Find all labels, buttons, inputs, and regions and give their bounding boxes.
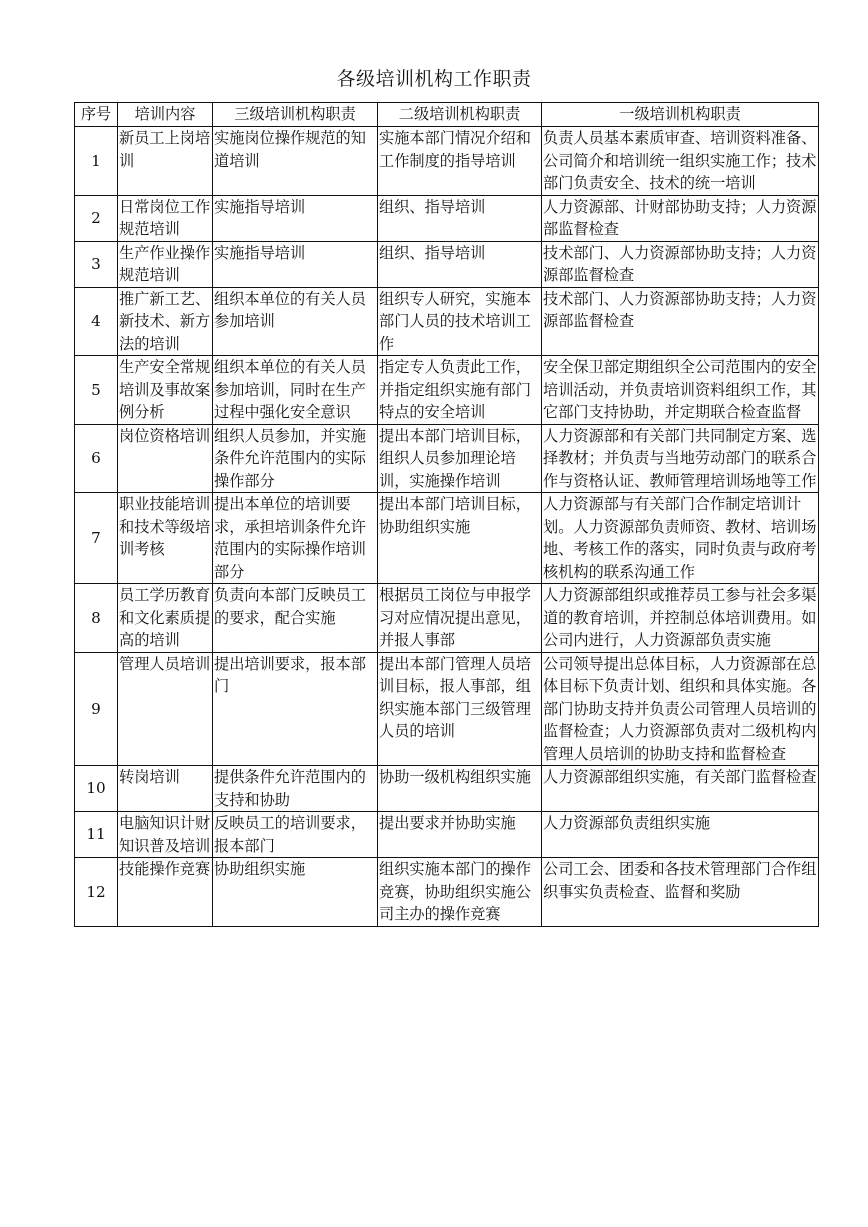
row-index: 9 — [75, 652, 118, 766]
row-level3: 协助组织实施 — [213, 858, 378, 927]
table-row — [75, 356, 819, 425]
row-content: 岗位资格培训 — [118, 424, 213, 493]
row-index: 8 — [75, 584, 118, 653]
row-level1: 人力资源部与有关部门合作制定培训计划。人力资源部负责师资、教材、培训场地、考核工作的落实，同时负责与政府考核机构的联系沟通工作 — [542, 493, 819, 584]
row-index: 11 — [75, 812, 118, 858]
row-level3: 提出培训要求，报本部门 — [213, 652, 378, 766]
row-level3: 实施指导培训 — [213, 195, 378, 241]
row-level2: 提出要求并协助实施 — [378, 812, 542, 858]
table-row — [75, 858, 819, 927]
row-level3: 提出本单位的培训要求，承担培训条件允许范围内的实际操作培训部分 — [213, 493, 378, 584]
table-row — [75, 127, 819, 196]
row-level2: 组织、指导培训 — [378, 195, 542, 241]
row-level1: 人力资源部组织实施，有关部门监督检查 — [542, 766, 819, 812]
row-content: 电脑知识计财知识普及培训 — [118, 812, 213, 858]
table-row — [75, 195, 819, 241]
row-level2: 提出本部门培训目标，协助组织实施 — [378, 493, 542, 584]
row-index: 6 — [75, 424, 118, 493]
row-index: 1 — [75, 127, 118, 196]
row-level1: 负责人员基本素质审查、培训资料准备、公司简介和培训统一组织实施工作；技术部门负责安全、技术的统一培训 — [542, 127, 819, 196]
row-level1: 公司工会、团委和各技术管理部门合作组织事实负责检查、监督和奖励 — [542, 858, 819, 927]
table-header-row — [75, 103, 819, 127]
row-level2: 组织、指导培训 — [378, 241, 542, 287]
header-level1: 一级培训机构职责 — [542, 103, 819, 127]
row-level1: 人力资源部负责组织实施 — [542, 812, 819, 858]
row-level1: 公司领导提出总体目标，人力资源部在总体目标下负责计划、组织和具体实施。各部门协助支持并负责公司管理人员培训的监督检查；人力资源部负责对二级机构内管理人员培训的协助支持和监督检查 — [542, 652, 819, 766]
table-row — [75, 812, 819, 858]
row-level2: 协助一级机构组织实施 — [378, 766, 542, 812]
row-level1: 人力资源部组织或推荐员工参与社会多渠道的教育培训，并控制总体培训费用。如公司内进行，人力资源部负责实施 — [542, 584, 819, 653]
row-content: 转岗培训 — [118, 766, 213, 812]
row-content: 职业技能培训和技术等级培训考核 — [118, 493, 213, 584]
row-level3: 提供条件允许范围内的支持和协助 — [213, 766, 378, 812]
table-row — [75, 652, 819, 766]
table-row — [75, 584, 819, 653]
row-content: 管理人员培训 — [118, 652, 213, 766]
row-content: 员工学历教育和文化素质提高的培训 — [118, 584, 213, 653]
row-level3: 组织本单位的有关人员参加培训，同时在生产过程中强化安全意识 — [213, 356, 378, 425]
row-content: 技能操作竞赛 — [118, 858, 213, 927]
row-level1: 技术部门、人力资源部协助支持；人力资源部监督检查 — [542, 287, 819, 356]
header-content: 培训内容 — [118, 103, 213, 127]
row-index: 2 — [75, 195, 118, 241]
row-level3: 负责向本部门反映员工的要求，配合实施 — [213, 584, 378, 653]
row-index: 5 — [75, 356, 118, 425]
row-level1: 人力资源部、计财部协助支持；人力资源部监督检查 — [542, 195, 819, 241]
row-level3: 实施岗位操作规范的知道培训 — [213, 127, 378, 196]
row-level3: 组织人员参加，并实施条件允许范围内的实际操作部分 — [213, 424, 378, 493]
header-level3: 三级培训机构职责 — [213, 103, 378, 127]
row-content: 生产安全常规培训及事故案例分析 — [118, 356, 213, 425]
row-level1: 人力资源部和有关部门共同制定方案、选择教材；并负责与当地劳动部门的联系合作与资格认证、教师管理培训场地等工作 — [542, 424, 819, 493]
row-index: 3 — [75, 241, 118, 287]
row-level2: 提出本部门培训目标，组织人员参加理论培训，实施操作培训 — [378, 424, 542, 493]
row-content: 新员工上岗培训 — [118, 127, 213, 196]
row-index: 7 — [75, 493, 118, 584]
row-level2: 提出本部门管理人员培训目标，报人事部，组织实施本部门三级管理人员的培训 — [378, 652, 542, 766]
row-index: 12 — [75, 858, 118, 927]
row-content: 日常岗位工作规范培训 — [118, 195, 213, 241]
row-level1: 技术部门、人力资源部协助支持；人力资源部监督检查 — [542, 241, 819, 287]
row-level2: 组织专人研究，实施本部门人员的技术培训工作 — [378, 287, 542, 356]
header-index: 序号 — [75, 103, 118, 127]
row-content: 生产作业操作规范培训 — [118, 241, 213, 287]
table-body — [75, 127, 819, 927]
header-level2: 二级培训机构职责 — [378, 103, 542, 127]
row-level3: 反映员工的培训要求，报本部门 — [213, 812, 378, 858]
row-level2: 实施本部门情况介绍和工作制度的指导培训 — [378, 127, 542, 196]
row-level2: 组织实施本部门的操作竞赛，协助组织实施公司主办的操作竞赛 — [378, 858, 542, 927]
row-level3: 组织本单位的有关人员参加培训 — [213, 287, 378, 356]
table-row — [75, 493, 819, 584]
row-level2: 指定专人负责此工作，并指定组织实施有部门特点的安全培训 — [378, 356, 542, 425]
row-index: 10 — [75, 766, 118, 812]
table-row — [75, 766, 819, 812]
row-level1: 安全保卫部定期组织全公司范围内的安全培训活动，并负责培训资料组织工作，其它部门支持协助，并定期联合检查监督 — [542, 356, 819, 425]
training-duty-table — [74, 102, 819, 927]
row-level2: 根据员工岗位与申报学习对应情况提出意见，并报人事部 — [378, 584, 542, 653]
row-index: 4 — [75, 287, 118, 356]
table-row — [75, 241, 819, 287]
table-row — [75, 287, 819, 356]
document-title: 各级培训机构工作职责 — [336, 68, 532, 90]
row-content: 推广新工艺、新技术、新方法的培训 — [118, 287, 213, 356]
row-level3: 实施指导培训 — [213, 241, 378, 287]
table-row — [75, 424, 819, 493]
